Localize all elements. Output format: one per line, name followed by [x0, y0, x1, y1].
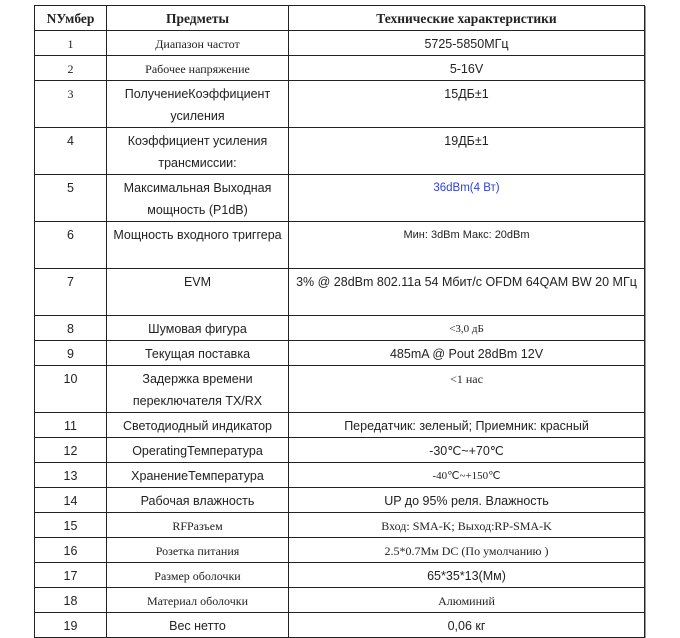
- row-spec: <3,0 дБ: [289, 316, 645, 341]
- row-item: Текущая поставка: [107, 341, 289, 366]
- table-row: [35, 222, 645, 269]
- table-row: [35, 81, 645, 128]
- row-item: Розетка питания: [107, 538, 289, 563]
- row-item: Максимальная Выходная мощность (P1dB): [107, 175, 289, 222]
- table-row: [35, 175, 645, 222]
- table-row: [35, 438, 645, 463]
- row-number: 2: [35, 56, 107, 81]
- row-number: 18: [35, 588, 107, 613]
- row-spec: Вход: SMA-K; Выход:RP-SMA-K: [289, 513, 645, 538]
- row-item: RFРазъем: [107, 513, 289, 538]
- row-number: 4: [35, 128, 107, 175]
- row-spec: 2.5*0.7Мм DC (По умолчанию ): [289, 538, 645, 563]
- row-number: 3: [35, 81, 107, 128]
- table-row: [35, 341, 645, 366]
- row-spec: Мин: 3dBm Макс: 20dBm: [289, 222, 645, 269]
- row-number: 15: [35, 513, 107, 538]
- row-item: Рабочая влажность: [107, 488, 289, 513]
- row-spec: 5-16V: [289, 56, 645, 81]
- row-spec: 65*35*13(Мм): [289, 563, 645, 588]
- row-spec-highlighted: 36dBm(4 Вт): [289, 175, 645, 222]
- table-row: [35, 538, 645, 563]
- row-item: Мощность входного триггера: [107, 222, 289, 269]
- row-number: 7: [35, 269, 107, 316]
- row-number: 13: [35, 463, 107, 488]
- table-row: [35, 316, 645, 341]
- row-item: Рабочее напряжение: [107, 56, 289, 81]
- row-item: Диапазон частот: [107, 31, 289, 56]
- row-item: Задержка времени переключателя TX/RX: [107, 366, 289, 413]
- row-spec: 3% @ 28dBm 802.11a 54 Мбит/с OFDM 64QAM BW 20 МГц: [289, 269, 645, 316]
- table-row: [35, 413, 645, 438]
- row-spec: 5725-5850МГц: [289, 31, 645, 56]
- table-row: [35, 488, 645, 513]
- row-number: 14: [35, 488, 107, 513]
- table-row: [35, 513, 645, 538]
- row-item: Шумовая фигура: [107, 316, 289, 341]
- row-number: 11: [35, 413, 107, 438]
- row-item: Вес нетто: [107, 613, 289, 638]
- table-row: [35, 588, 645, 613]
- row-spec: <1 нас: [289, 366, 645, 413]
- row-number: 19: [35, 613, 107, 638]
- row-item: EVM: [107, 269, 289, 316]
- table-row: [35, 56, 645, 81]
- row-number: 12: [35, 438, 107, 463]
- row-item: OperatingТемпература: [107, 438, 289, 463]
- row-number: 5: [35, 175, 107, 222]
- table-row: [35, 463, 645, 488]
- row-number: 16: [35, 538, 107, 563]
- table-row: [35, 31, 645, 56]
- header-items: Предметы: [107, 6, 289, 31]
- row-number: 17: [35, 563, 107, 588]
- table-row: [35, 128, 645, 175]
- row-item: Светодиодный индикатор: [107, 413, 289, 438]
- table-row: [35, 613, 645, 638]
- row-number: 6: [35, 222, 107, 269]
- row-number: 1: [35, 31, 107, 56]
- row-item: Коэффициент усиления трансмиссии:: [107, 128, 289, 175]
- specifications-table: [34, 5, 645, 638]
- table-row: [35, 366, 645, 413]
- table-header-row: [35, 6, 645, 31]
- table-row: [35, 563, 645, 588]
- table-row: [35, 269, 645, 316]
- row-spec: -30℃~+70℃: [289, 438, 645, 463]
- row-item: Размер оболочки: [107, 563, 289, 588]
- row-spec: Передатчик: зеленый; Приемник: красный: [289, 413, 645, 438]
- row-spec: 485mA @ Pout 28dBm 12V: [289, 341, 645, 366]
- row-spec: -40℃~+150℃: [289, 463, 645, 488]
- row-spec: 19ДБ±1: [289, 128, 645, 175]
- header-number: NУмбер: [35, 6, 107, 31]
- row-item: ПолучениеКоэффициент усиления: [107, 81, 289, 128]
- row-number: 9: [35, 341, 107, 366]
- row-item: ХранениеТемпература: [107, 463, 289, 488]
- row-number: 10: [35, 366, 107, 413]
- header-specifications: Технические характеристики: [289, 6, 645, 31]
- row-number: 8: [35, 316, 107, 341]
- row-item: Материал оболочки: [107, 588, 289, 613]
- row-spec: 15ДБ±1: [289, 81, 645, 128]
- row-spec: UP до 95% реля. Влажность: [289, 488, 645, 513]
- row-spec: Алюминий: [289, 588, 645, 613]
- row-spec: 0,06 кг: [289, 613, 645, 638]
